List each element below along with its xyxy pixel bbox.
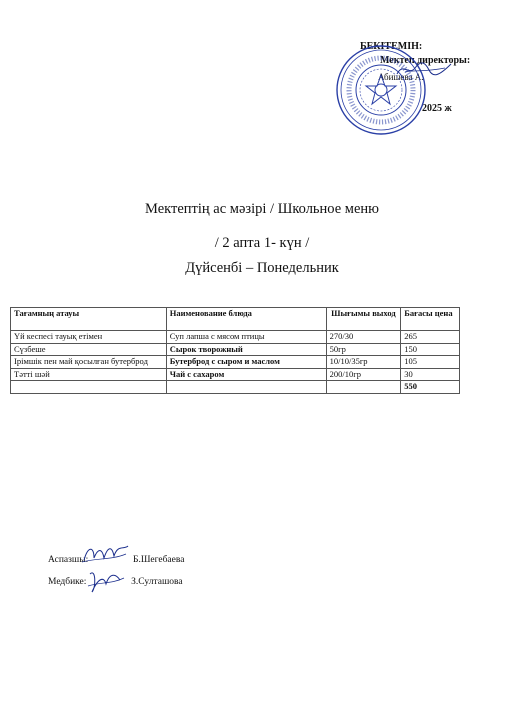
table-cell: Үй кеспесі тауық етімен [11,331,167,344]
table-row [11,343,460,356]
approval-title: БЕКІТЕМІН: [360,41,423,52]
table-cell: Ірімшік пен май қосылған бутерброд [11,356,167,369]
cook-name: Б.Шегебаева [132,555,185,565]
weekday-subtitle: Дүйсенбі – Понедельник [185,260,339,276]
menu-table [10,307,460,394]
header-cell: Тағамның атауы [11,308,167,331]
table-cell: Чай с сахаром [166,368,326,381]
approval-date: 2025 ж [422,103,452,114]
page-title: Мектептің ас мәзірі / Школьное меню [145,201,379,217]
table-cell: 270/30 [326,331,401,344]
table-cell: Суп лапша с мясом птицы [166,331,326,344]
table-total-row [11,381,460,394]
table-cell: 265 [401,331,460,344]
nurse-label: Медбике: [48,577,87,587]
table-cell [166,381,326,394]
table-cell: Тәтті шәй [11,368,167,381]
director-signature [395,58,453,80]
table-row [11,356,460,369]
table-cell [11,381,167,394]
table-cell: 50гр [326,343,401,356]
approval-position: Мектеп директоры: [380,55,471,66]
table-cell: 10/10/35гр [326,356,401,369]
table-cell: 150 [401,343,460,356]
total-value: 550 [401,381,460,394]
approval-name: Абишева А. [378,72,424,82]
cook-label: Аспазшы: [48,555,89,565]
table-cell [326,381,401,394]
nurse-signature [86,566,126,596]
cook-signature [80,540,132,568]
table-cell: Сүзбеше [11,343,167,356]
nurse-name: З.Султашова [131,577,183,587]
table-cell: Сырок творожный [166,343,326,356]
header-cell: Наименование блюда [166,308,326,331]
table-cell: 30 [401,368,460,381]
week-day-subtitle: / 2 апта 1- күн / [214,235,310,251]
table-cell: 105 [401,356,460,369]
table-row [11,368,460,381]
table-header-row [11,308,460,331]
header-cell: Бағасы цена [401,308,460,331]
table-cell: 200/10гр [326,368,401,381]
table-row [11,331,460,344]
table-cell: Бутерброд с сыром и маслом [166,356,326,369]
header-cell: Шығымы выход [326,308,401,331]
